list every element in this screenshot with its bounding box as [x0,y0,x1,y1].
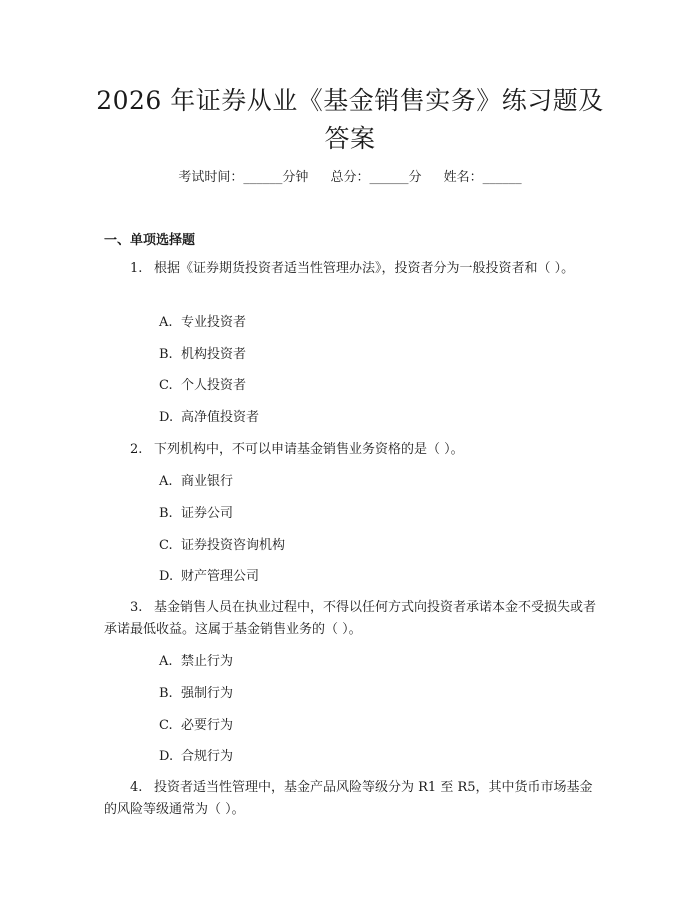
option-letter: B. [159,686,173,701]
question-1 [104,258,599,280]
question-3-option-c [159,716,233,736]
option-letter: D. [159,569,174,584]
question-1-option-d [159,408,259,428]
option-letter: A. [159,654,173,669]
exam-time-label: 考试时间：______分钟 [178,170,309,185]
total-score-label: 总分：______分 [330,170,422,185]
option-text: 机构投资者 [181,347,247,362]
option-letter: D. [159,410,174,425]
question-1-option-c [159,376,246,396]
option-letter: A. [159,315,173,330]
question-number: 3. [130,600,143,615]
question-2-option-c [159,536,285,556]
option-letter: C. [159,378,173,393]
option-text: 高净值投资者 [181,410,260,425]
option-letter: B. [159,506,173,521]
option-text: 禁止行为 [181,654,234,669]
question-text: 基金销售人员在执业过程中，不得以任何方式向投资者承诺本金不受损失或者承诺最低收益。这属于基金销售业务的（ ）。 [104,600,597,637]
option-letter: C. [159,538,173,553]
question-number: 1. [130,261,143,276]
option-letter: A. [159,474,173,489]
question-text: 下列机构中，不可以申请基金销售业务资格的是（ ）。 [154,442,464,457]
option-text: 个人投资者 [181,378,247,393]
option-letter: C. [159,718,173,733]
question-2-option-d [159,567,259,587]
question-3 [104,597,599,641]
question-number: 2. [130,442,143,457]
exam-info-line [0,168,700,188]
option-text: 财产管理公司 [181,569,260,584]
question-1-option-a [159,313,246,333]
question-4 [104,777,599,821]
name-label: 姓名：______ [443,170,522,185]
question-number: 4. [130,780,143,795]
question-3-option-d [159,747,233,767]
option-text: 必要行为 [181,718,234,733]
document-title: 2026 年证券从业《基金销售实务》练习题及答案 [96,86,604,153]
question-2 [104,439,599,461]
section-heading: 一、单项选择题 [104,233,196,248]
option-letter: D. [159,749,174,764]
option-text: 强制行为 [181,686,234,701]
option-letter: B. [159,347,173,362]
question-2-option-a [159,472,233,492]
question-text: 根据《证券期货投资者适当性管理办法》，投资者分为一般投资者和（ ）。 [154,261,575,276]
question-1-option-b [159,345,246,365]
question-text: 投资者适当性管理中，基金产品风险等级分为 R1 至 R5，其中货币市场基金的风险等级通常为（ ）。 [104,780,593,817]
option-text: 证券投资咨询机构 [181,538,286,553]
option-text: 商业银行 [181,474,234,489]
question-2-option-b [159,504,233,524]
option-text: 证券公司 [181,506,234,521]
option-text: 专业投资者 [181,315,247,330]
question-3-option-b [159,684,233,704]
option-text: 合规行为 [181,749,234,764]
question-3-option-a [159,652,233,672]
